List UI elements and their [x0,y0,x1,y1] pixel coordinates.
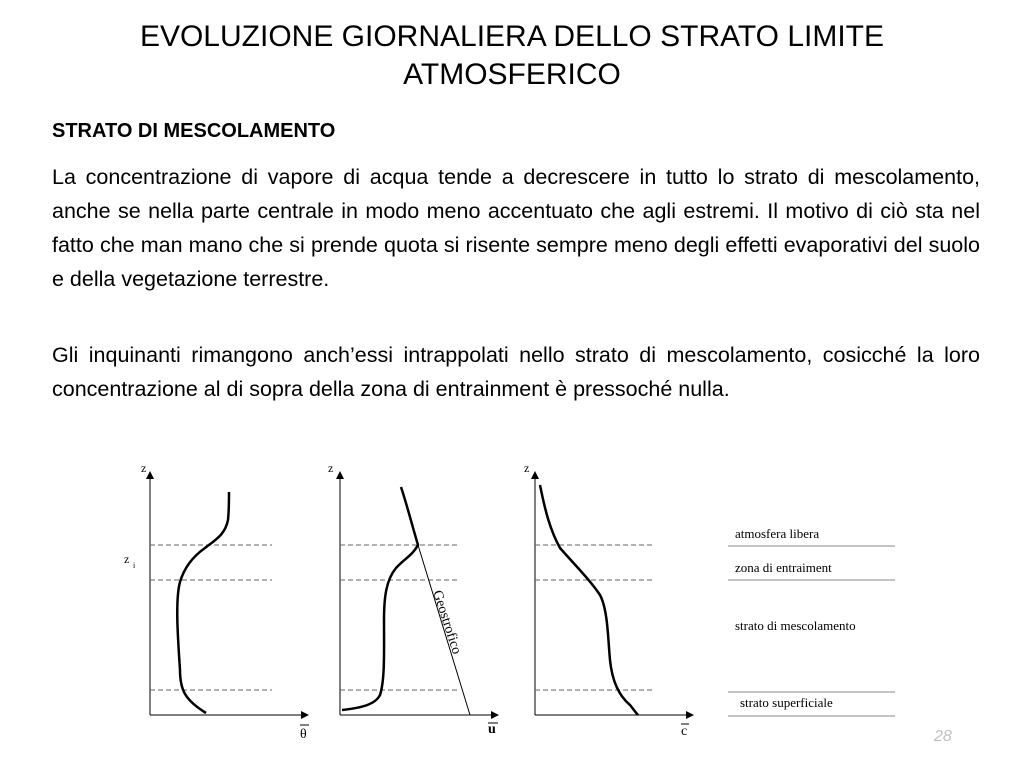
z-label-1: z [141,461,147,475]
geostrophic-label: Geostrofico [429,588,464,657]
panel-c [524,461,690,739]
u-axis-label: u [488,722,496,737]
panel-u [328,461,498,737]
layer-entrainment: zona di entraiment [735,560,832,575]
panel-theta [124,461,309,742]
z-label-3: z [524,461,530,475]
theta-axis-label: θ [300,727,307,742]
zi-subscript: i [133,561,136,570]
page-number: 28 [934,728,952,745]
boundary-layer-diagram [110,455,910,745]
layer-surface: strato superficiale [740,695,833,710]
z-label-2: z [328,461,334,475]
layer-legend [728,526,895,716]
section-heading: STRATO DI MESCOLAMENTO [52,120,336,142]
layer-free-atmosphere: atmosfera libera [735,526,820,541]
page-title: EVOLUZIONE GIORNALIERA DELLO STRATO LIMITE ATMOSFERICO [139,20,885,91]
layer-mixing: strato di mescolamento [735,618,856,633]
paragraph-2: Gli inquinanti rimangono anch’essi intrappolati nello strato di mescolamento, cosicché la loro concentrazione al di sopra della zona di entrainment è pressoché nulla. [52,343,980,401]
c-axis-label: c [681,724,688,739]
theta-profile [177,492,229,713]
paragraph-1: La concentrazione di vapore di acqua tende a decrescere in tutto lo strato di mescolamento, anche se nella parte centrale in modo meno accentuato che agli estremi. Il motivo di ciò sta nel fatto che man mano che si prende quota si risente sempre meno degli effetti evaporativi del suolo e della vegetazione terrestre. [52,165,980,291]
c-profile [540,485,638,715]
zi-label: z [124,552,130,566]
u-profile [342,487,418,710]
